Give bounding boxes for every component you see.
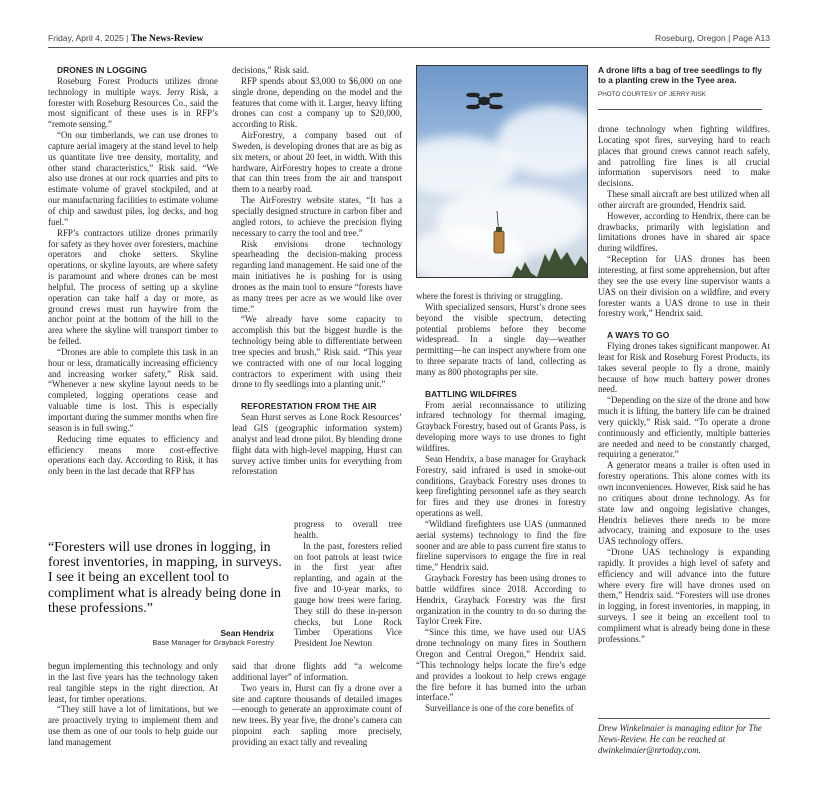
paragraph: progress to overall tree health.	[294, 519, 402, 540]
photo-caption: A drone lifts a bag of tree seedlings to fly to a planting crew in the Tyee area.	[598, 65, 762, 86]
paragraph: Roseburg Forest Products utilizes drone technology in multiple ways. Jerry Risk, a forester with Roseburg Resources Co., said the most significant of these uses is in RFP’s “remote sensing.”	[48, 75, 218, 130]
column-2-bottom	[232, 661, 402, 748]
seedling-tops	[496, 227, 502, 232]
paragraph: In the past, foresters relied on foot patrols at least twice in the first year after replanting, and again at the five and 10-year marks, to gauge how trees were faring. They still do these in-person checks, but Lone Rock Timber Operations Vice President Joe Newton	[294, 540, 402, 649]
paragraph: drone technology when fighting wildfires. Locating spot fires, surveying hard to reach places that ground crews cannot reach safely, and patrolling fire lines is all crucial information supervisors need to make decisions.	[598, 124, 770, 189]
paragraph: A generator means a trailer is often used in forestry operations. This alone comes with its own inconveniences. However, Risk said he has no critiques about drone technology. As for state law and ongoing legislative changes, Hendrix believes there needs to be more advocacy, training and exposure to the uses UAS technology offers.	[598, 460, 770, 547]
drone-photo	[416, 65, 588, 278]
paragraph: Surveillance is one of the core benefits of	[425, 703, 574, 714]
paragraph: The AirForestry website states, “It has a specially designed structure in carbon fiber and angled rotors, to achieve the precision flying necessary to carry the tool and tree.”	[232, 195, 402, 238]
paragraph: “Reception for UAS drones has been interesting, at first some apprehension, but after they see the use every line supervisor wants a UAS on their division on a wildfire, and every forester wants a UAS drone to use in their forestry work,” Hendrix said.	[598, 254, 770, 319]
paragraph: “Since this time, we have used our UAS drone technology on many fires in Southern Oregon and Central Oregon,” Hendrix said. “This technology helps locate the fire’s edge and provides a lookout to help crews engage the fire before it has burned into the urban interface.”	[416, 627, 586, 703]
paragraph: “Depending on the size of the drone and how much it is lifting, the battery life can be drained very quickly,” Risk said. “To operate a drone continuously and efficiently, multiple batteries are needed and need to be constantly charged, requiring a generator.”	[598, 395, 770, 460]
paragraph: With specialized sensors, Hurst’s drone sees beyond the visible spectrum, detecting potential problems before they become widespread. In a single day—weather permitting—he can inspect anywhere from one to three separate tracts of land, collecting as many as 800 photographs per site.	[416, 301, 586, 377]
paragraph: Flying drones takes significant manpower. At least for Risk and Roseburg Forest Products, its takes several people to fly a drone, mainly because of how much battery power drones need.	[598, 341, 770, 395]
paragraph: “Drones are able to complete this task in an hour or less, dramatically increasing efficiency and increasing worker safety,” Risk said. “Whenever a new skyline layout needs to be completed, logging operations cease and valuable time is lost. This is especially important during the summer months when fire season is in full swing.”	[48, 346, 218, 433]
paragraph: said that drone flights add “a welcome additional layer” of information.	[232, 661, 402, 682]
paragraph: where the forest is thriving or struggling.	[416, 291, 563, 301]
paragraph: Sean Hendrix, a base manager for Grayback Forestry, said infrared is used in smoke-out conditions, Grayback Forestry uses drones to keep firefighting personnel safe as they search for fires and they use drones in forestry operations as well.	[416, 453, 586, 519]
column-1-bottom	[48, 661, 218, 748]
paragraph: “We already have some capacity to accomplish this but the biggest hurdle is the technology being able to differentiate between tree species and brush,” Risk said. “This year we contracted with one of our local logging contractors to experiment with using their drone to fly seedlings into a planting unit.”	[232, 314, 402, 390]
seedling-bag-icon	[494, 231, 504, 253]
paragraph: “Wildland firefighters use UAS (unmanned aerial systems) technology to find the fire sooner and are able to pass current fire status to fireline supervisors to engage the fire in real time,” Hendrix said.	[416, 518, 587, 573]
paragraph: “On our timberlands, we can use drones to capture aerial imagery at the stand level to help us quantitate live tree density, mortality, and other stand characteristics,” Risk said. “We also use drones at our rock quarries and pits to estimate volume of gravel stockpiled, and at our manufacturing facilities to estimate volume of chip and sawdust piles, log decks, and hog fuel.”	[48, 130, 218, 227]
paragraph: decisions,” Risk said.	[232, 65, 309, 75]
section-heading-reforestation: REFORESTATION FROM THE AIR	[241, 401, 377, 412]
pull-quote-title: Base Manager for Grayback Forestry	[152, 638, 274, 647]
header-rule	[48, 47, 770, 48]
paragraph: RFP spends about $3,000 to $6,000 on one single drone, depending on the model and the features that come with it. Larger, heavy lifting drones can cost a company up to $20,000, according to Risk.	[232, 75, 402, 130]
paragraph: Risk envisions drone technology spearheading the decision-making process regarding land management. He said one of the main initiatives he is pushing for is using drones as the main tool to ensure “forests have as many trees per acre as we would like over time.”	[232, 238, 402, 314]
paragraph: Two years in, Hurst can fly a drone over a site and capture thousands of detailed images—enough to generate an approximate count of new trees. By year five, the drone’s camera can pinpoint each sapling more precisely, providing an exact tally and revealing	[232, 682, 402, 747]
paragraph: “They still have a lot of limitations, but we are proactively trying to implement them and use them as one of our tools to help guide our land management	[48, 704, 218, 747]
newspaper-name: The News-Review	[130, 34, 204, 44]
paragraph: From aerial reconnaissance to utilizing infrared technology for thermal imaging, Grayback Forestry, based out of Grants Pass, is developing more ways to use drones to fight wildfires.	[416, 399, 586, 453]
paragraph: Sean Hurst serves as Lone Rock Resources’ lead GIS (geographic information system) analyst and lead drone pilot. By blending drone flight data with high-level mapping, Hurst can survey active timber units for everything from reforestation	[232, 412, 402, 477]
section-heading-drones-in-logging: DRONES IN LOGGING	[57, 65, 148, 75]
section-heading-a-ways-to-go: A WAYS TO GO	[607, 330, 670, 341]
paragraph: RFP’s contractors utilize drones primarily for safety as they hover over foresters, machine operators and choke setters. Skyline operations, or skyline layouts, are where safety is paramount and where drones can be most helpful. The process of setting up a skyline operation can take half a day or more, as ground crews must run haywire from the anchor point at the bottom of the hill to the area where the skyline will transport timber to be felled.	[48, 227, 218, 347]
paragraph: AirForestry, a company based out of Sweden, is developing drones that are as big as six meters, or about 20 feet, in width. With this hardware, AirForestry hopes to create a drone that can thin trees from the air and transport them to a nearby road.	[232, 130, 402, 195]
caption-rule	[598, 109, 762, 110]
drone-illustration	[417, 66, 587, 277]
column-1	[48, 65, 218, 477]
pull-quote: “Foresters will use drones in logging, in forest inventories, in mapping, in surveys. I see it being an excellent tool to compliment what is already being done in these professions.”	[48, 540, 282, 616]
end-rule	[598, 718, 770, 719]
page-header-left	[48, 33, 203, 44]
paragraph: begun implementing this technology and only in the last five years has the technology taken real tangible steps in the right direction. At least, for timber operations.	[48, 661, 218, 704]
paragraph: Reducing time equates to efficiency and efficiency means more cost-effective operations each day. According to Risk, it has only been in the last decade that RFP has	[48, 433, 218, 477]
paragraph: These small aircraft are best utilized when all other aircraft are grounded, Hendrix said.	[598, 189, 770, 210]
photo-credit: PHOTO COURTESY OF JERRY RISK	[598, 91, 706, 98]
drone-icon	[467, 94, 502, 109]
column-2-narrow	[294, 519, 402, 649]
tree-line-icon	[512, 248, 587, 277]
header-separator: |	[123, 33, 131, 43]
section-heading-battling-wildfires: BATTLING WILDFIRES	[425, 388, 517, 399]
paragraph: “Drone UAS technology is expanding rapidly. It provides a high level of safety and efficiency and will advance into the future where every fire will have drones used on them,” Hendrix said. “Foresters will use drones in logging, in forest inventories, in mapping, in surveys. I see it being an excellent tool to compliment what is already being done in these professions.”	[598, 547, 770, 644]
column-3	[416, 291, 586, 714]
paragraph: However, according to Hendrix, there can be drawbacks, primarily with legislation and limitations drones have in shared air space during wildfires.	[598, 210, 770, 254]
column-4	[598, 124, 770, 645]
page-location: Roseburg, Oregon | Page A13	[655, 33, 770, 43]
issue-date: Friday, April 4, 2025	[48, 33, 124, 43]
author-bio: Drew Winkelmaier is managing editor for The News-Review. He can be reached at dwinkelmaier@nrtoday.com.	[598, 723, 762, 755]
paragraph: Grayback Forestry has been using drones to battle wildfires since 2018. According to Hendrix, Grayback Forestry was the first organization in the country to do so during the Taylor Creek Fire.	[416, 573, 586, 627]
pull-quote-name: Sean Hendrix	[220, 628, 274, 638]
column-2	[232, 65, 402, 477]
